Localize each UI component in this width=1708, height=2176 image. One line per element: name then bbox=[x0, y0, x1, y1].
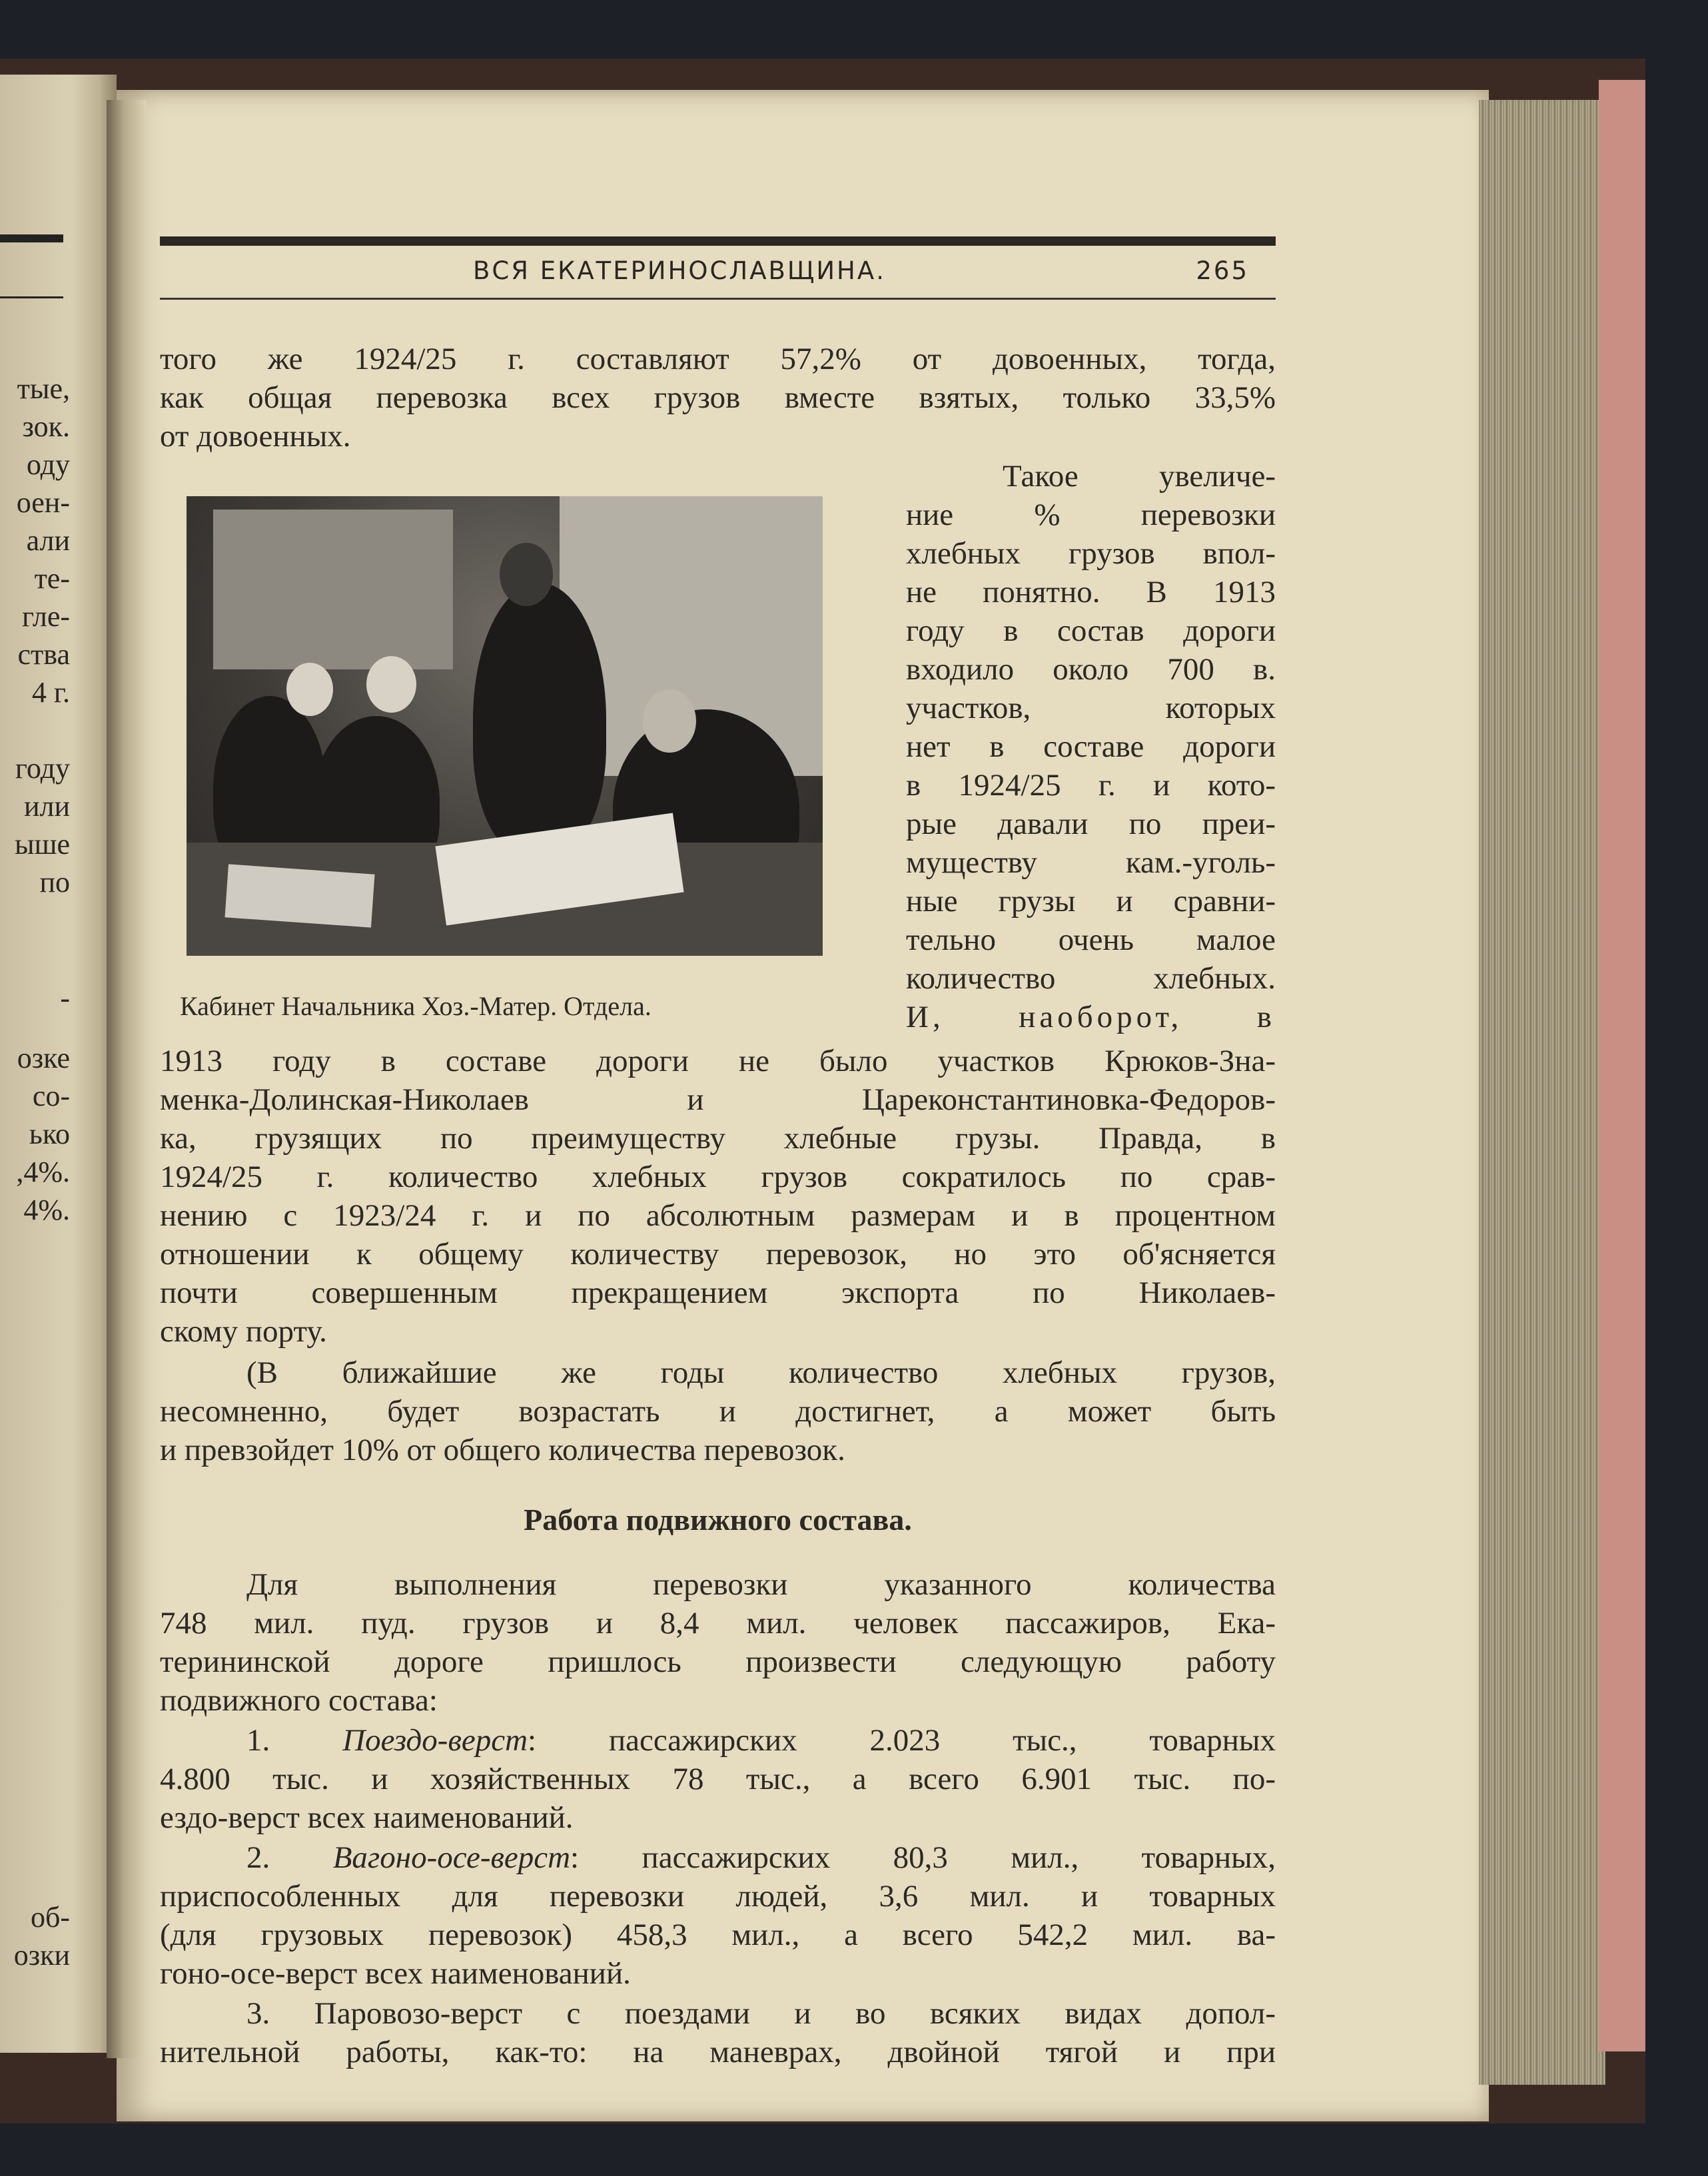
left-page-fragment: те- bbox=[34, 562, 70, 595]
left-page-fragment: - bbox=[60, 982, 70, 1014]
text-line: Такое увеличе- bbox=[1003, 459, 1276, 494]
text-line: терининской дороге пришлось произвести следующую работу bbox=[160, 1644, 1276, 1679]
left-page-rule bbox=[0, 234, 63, 242]
text-line: 3. Паровозо-верст с поездами и во всяких видах допол- bbox=[246, 1996, 1276, 2031]
header-rule-thin bbox=[160, 298, 1276, 300]
list-item-first-line bbox=[246, 1721, 1276, 1760]
text-line: и превзойдет 10% от общего количества перевозок. bbox=[160, 1433, 845, 1467]
text-line: Для выполнения перевозки указанного количества bbox=[246, 1567, 1276, 1602]
text-line: в 1924/25 г. и кото- bbox=[906, 768, 1276, 803]
text-line: менка-Долинская-Николаев и Цареконстантиновка-Федоров- bbox=[160, 1082, 1276, 1117]
header-rule bbox=[160, 236, 1276, 246]
list-item-first-line bbox=[246, 1838, 1276, 1877]
item-text: : пассажирских 80,3 мил., товарных, bbox=[570, 1840, 1276, 1875]
text-line: несомненно, будет возрастать и достигнет, а может быть bbox=[160, 1394, 1276, 1429]
left-page-fragment: по bbox=[39, 866, 70, 899]
text-line: нет в составе дороги bbox=[906, 729, 1276, 764]
left-page-rule bbox=[0, 296, 63, 298]
left-page-fragment: со- bbox=[32, 1080, 70, 1112]
text-line: 1913 году в составе дороги не было участков Крюков-Зна- bbox=[160, 1044, 1276, 1078]
page-edges bbox=[1479, 100, 1605, 2085]
left-page-fragment: оен- bbox=[16, 486, 70, 519]
left-page-fragment: 4%. bbox=[23, 1194, 70, 1226]
text-line: муществу кам.-уголь- bbox=[906, 845, 1276, 880]
text-line: (В ближайшие же годы количество хлебных грузов, bbox=[246, 1355, 1276, 1390]
text-line: рые давали по преи- bbox=[906, 807, 1276, 841]
left-page-fragment: ,4%. bbox=[16, 1156, 70, 1188]
left-page-fragment: али bbox=[26, 524, 70, 557]
text-line: ные грузы и сравни- bbox=[906, 884, 1276, 918]
item-term: Поездо-верст bbox=[342, 1723, 528, 1758]
text-line: ние % перевозки bbox=[906, 498, 1276, 532]
section-heading: Работа подвижного состава. bbox=[524, 1503, 912, 1537]
left-page-fragment: году bbox=[15, 752, 70, 785]
item-number: 2. bbox=[246, 1840, 270, 1875]
left-page-fragment: тые, bbox=[17, 372, 70, 405]
text-line: нению с 1923/24 г. и по абсолютным размерам и в процентном bbox=[160, 1198, 1276, 1233]
text-line: нительной работы, как-то: на маневрах, двойной тягой и при bbox=[160, 2035, 1276, 2069]
text-line: отношении к общему количеству перевозок, но это об'ясняется bbox=[160, 1237, 1276, 1271]
item-number: 1. bbox=[246, 1723, 270, 1758]
text-line: от довоенных. bbox=[160, 419, 351, 454]
left-page-fragment: ыше bbox=[15, 828, 70, 861]
text-line: ка, грузящих по преимуществу хлебные грузы. Правда, в bbox=[160, 1121, 1276, 1156]
text-line: того же 1924/25 г. составляют 57,2% от довоенных, тогда, bbox=[160, 342, 1276, 376]
text-line: И, наоборот, в bbox=[906, 1000, 1276, 1034]
text-line: как общая перевозка всех грузов вместе взятых, только 33,5% bbox=[160, 380, 1276, 415]
text-line: почти совершенным прекращением экспорта по Николаев- bbox=[160, 1275, 1276, 1310]
page-number: 265 bbox=[1196, 256, 1249, 285]
left-page-fragment: ько bbox=[29, 1118, 70, 1150]
running-head-title: ВСЯ ЕКАТЕРИНОСЛАВЩИНА. bbox=[473, 256, 886, 285]
text-line: 748 мил. пуд. грузов и 8,4 мил. человек пассажиров, Ека- bbox=[160, 1606, 1276, 1640]
item-term: Вагоно-осе-верст bbox=[332, 1840, 571, 1875]
text-line: ездо-верст всех наименований. bbox=[160, 1800, 574, 1835]
running-head bbox=[160, 256, 1276, 290]
text-line: тельно очень малое bbox=[906, 922, 1276, 957]
text-line: 1924/25 г. количество хлебных грузов сократилось по срав- bbox=[160, 1160, 1276, 1194]
text-line: (для грузовых перевозок) 458,3 мил., а всего 542,2 мил. ва- bbox=[160, 1918, 1276, 1952]
left-page-fragment: об- bbox=[30, 1901, 70, 1934]
text-line: хлебных грузов впол- bbox=[906, 536, 1276, 571]
text-line: году в состав дороги bbox=[906, 613, 1276, 648]
left-page-fragment: 4 г. bbox=[31, 676, 70, 709]
text-line: 4.800 тыс. и хозяйственных 78 тыс., а всего 6.901 тыс. по- bbox=[160, 1762, 1276, 1796]
text-line: количество хлебных. bbox=[906, 961, 1276, 996]
left-page-fragment: озки bbox=[13, 1939, 70, 1972]
text-line: приспособленных для перевозки людей, 3,6 мил. и товарных bbox=[160, 1879, 1276, 1914]
photo-caption: Кабинет Начальника Хоз.-Матер. Отдела. bbox=[180, 991, 651, 1021]
left-page-fragment: озке bbox=[17, 1042, 70, 1074]
text-line: подвижного состава: bbox=[160, 1683, 438, 1718]
left-page-fragment: или bbox=[23, 790, 70, 823]
text-line: участков, которых bbox=[906, 691, 1276, 725]
item-text: : пассажирских 2.023 тыс., товарных bbox=[528, 1723, 1276, 1758]
left-page-fragment: зок. bbox=[22, 410, 70, 443]
text-line: не понятно. В 1913 bbox=[906, 575, 1276, 609]
left-page-fragment: оду bbox=[26, 448, 70, 481]
gutter-shadow bbox=[107, 100, 147, 2058]
office-photo bbox=[187, 496, 823, 956]
text-line: гоно-осе-верст всех наименований. bbox=[160, 1956, 631, 1991]
left-page-fragment: ства bbox=[17, 638, 70, 671]
left-page-fragment: гле- bbox=[22, 600, 70, 633]
cover-edge bbox=[1599, 80, 1645, 2051]
left-page bbox=[0, 75, 117, 2053]
text-line: скому порту. bbox=[160, 1314, 327, 1349]
text-line: входило около 700 в. bbox=[906, 652, 1276, 687]
